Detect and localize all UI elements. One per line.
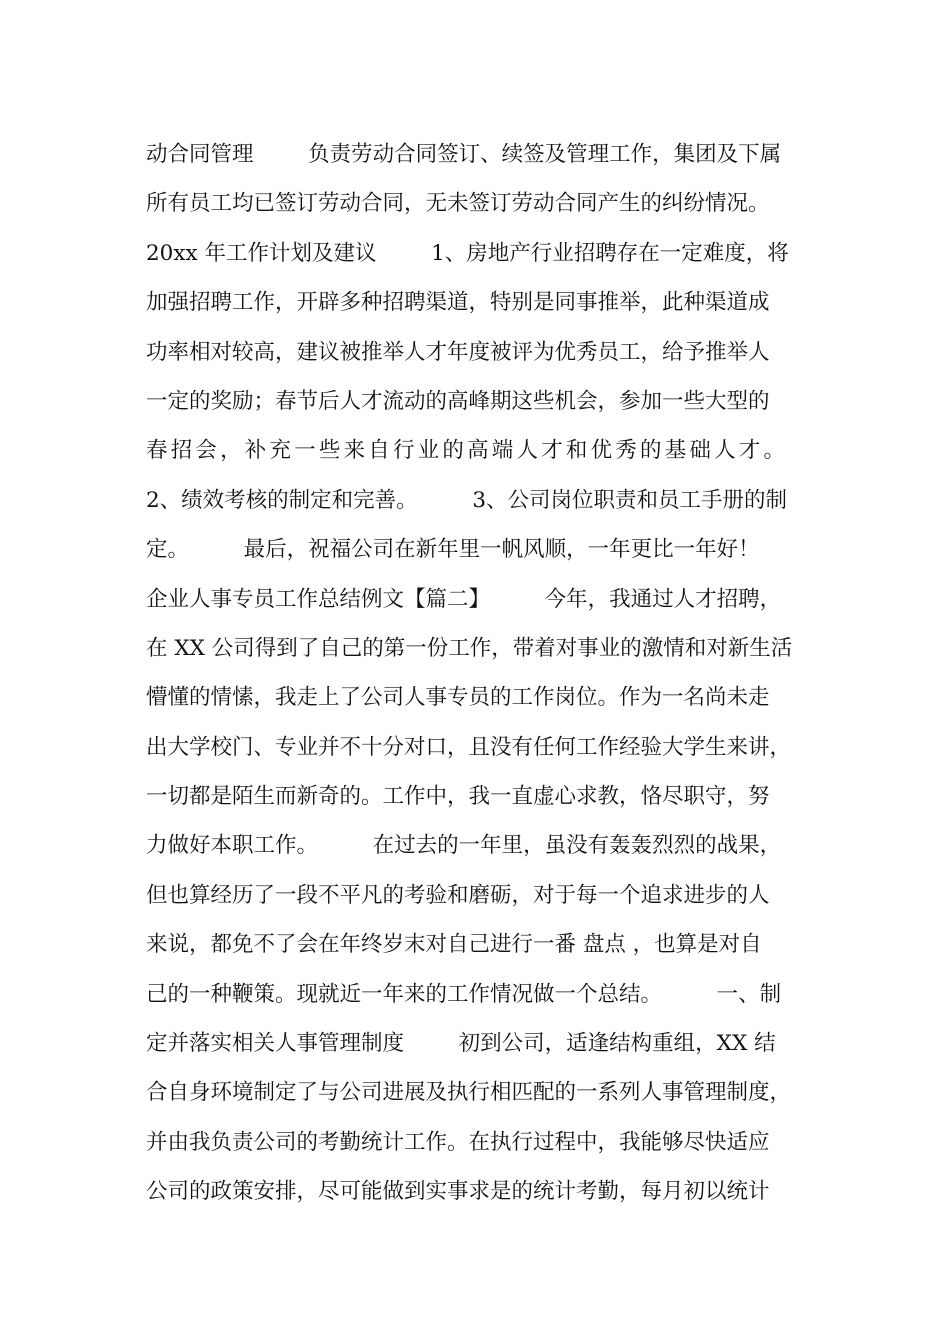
text-line-13: 出大学校门、专业并不十分对口，且没有任何工作经验大学生来讲， <box>146 734 792 760</box>
text-line-6: 一定的奖励；春节后人才流动的高峰期这些机会，参加一些大型的 <box>146 388 770 414</box>
text-line-15: 力做好本职工作。 在过去的一年里，虽没有轰轰烈烈的战果， <box>146 833 782 859</box>
text-line-10: 企业人事专员工作总结例文【篇二】 今年，我通过人才招聘， <box>146 586 782 612</box>
text-line-11: 在 XX 公司得到了自己的第一份工作，带着对事业的激情和对新生活 <box>146 635 793 661</box>
text-line-17: 来说，都免不了会在年终岁末对自己进行一番 盘点 ，也算是对自 <box>146 932 762 958</box>
text-line-21: 并由我负责公司的考勤统计工作。在执行过程中，我能够尽快适应 <box>146 1129 770 1155</box>
text-line-1: 动合同管理 负责劳动合同签订、续签及管理工作，集团及下属 <box>146 142 782 167</box>
text-line-20: 合自身环境制定了与公司进展及执行相匹配的一系列人事管理制度， <box>146 1080 792 1106</box>
text-line-14: 一切都是陌生而新奇的。工作中，我一直虚心求教，恪尽职守，努 <box>146 784 770 810</box>
text-line-16: 但也算经历了一段不平凡的考验和磨砺，对于每一个追求进步的人 <box>146 882 770 908</box>
text-line-3: 20xx 年工作计划及建议 1、房地产行业招聘存在一定难度，将 <box>146 240 789 266</box>
body-text <box>146 130 826 1217</box>
text-line-12: 懵懂的情愫，我走上了公司人事专员的工作岗位。作为一名尚未走 <box>146 685 770 711</box>
text-line-9: 定。 最后，祝福公司在新年里一帆风顺，一年更比一年好！ <box>146 537 760 563</box>
text-line-22: 公司的政策安排，尽可能做到实事求是的统计考勤，每月初以统计 <box>146 1179 770 1205</box>
text-line-5: 功率相对较高，建议被推举人才年度被评为优秀员工，给予推举人 <box>146 339 770 365</box>
text-line-19: 定并落实相关人事管理制度 初到公司，适逢结构重组，XX 结 <box>146 1031 776 1057</box>
text-line-18: 己的一种鞭策。现就近一年来的工作情况做一个总结。 一、制 <box>146 981 782 1007</box>
text-line-8: 2、绩效考核的制定和完善。 3、公司岗位职责和员工手册的制 <box>146 487 788 513</box>
text-line-2: 所有员工均已签订劳动合同，无未签订劳动合同产生的纠纷情况。 <box>146 191 770 217</box>
text-line-4: 加强招聘工作，开辟多种招聘渠道，特别是同事推举，此种渠道成 <box>146 290 770 316</box>
text-line-7: 春招会，补充一些来自行业的高端人才和优秀的基础人才。 <box>146 438 789 464</box>
